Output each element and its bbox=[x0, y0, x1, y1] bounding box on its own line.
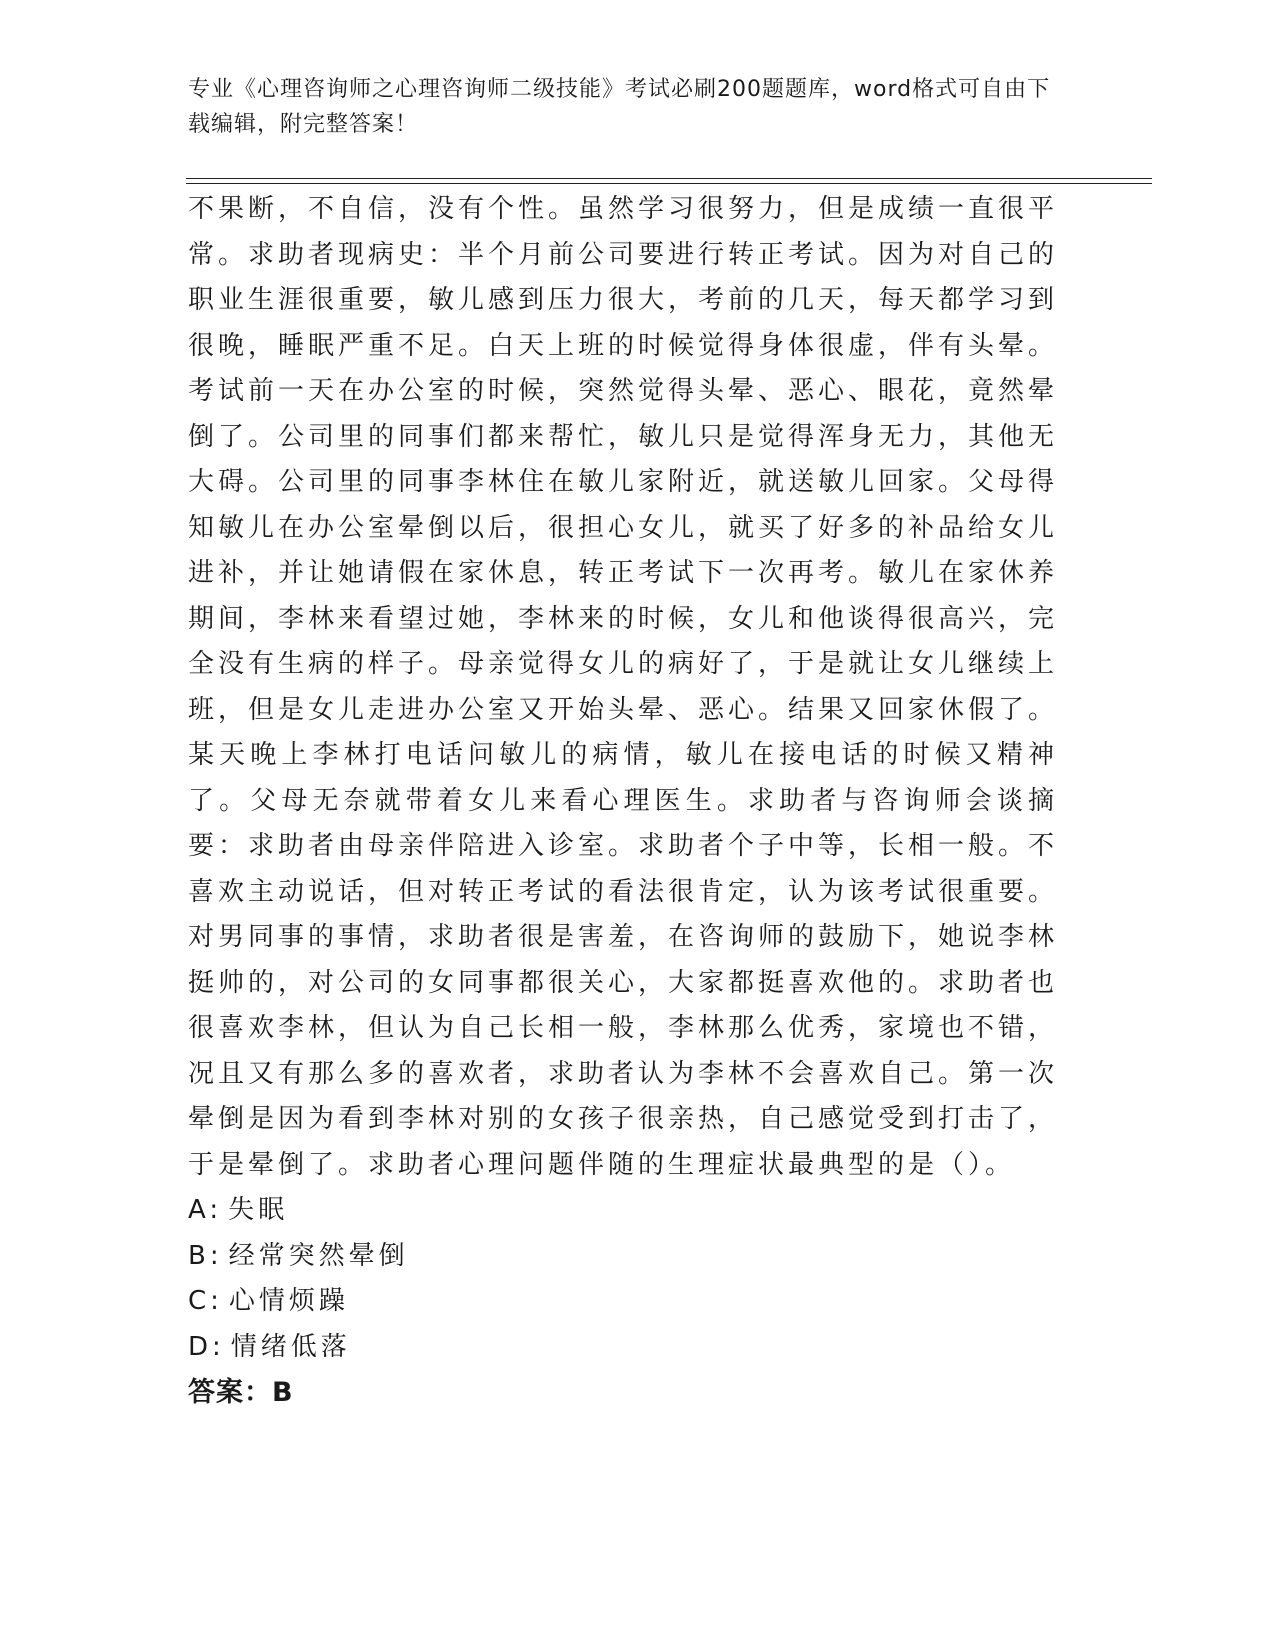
option-separator: : bbox=[209, 1240, 223, 1271]
option-letter: C bbox=[188, 1286, 211, 1316]
option-text: 经常突然晕倒 bbox=[228, 1240, 409, 1271]
question-block bbox=[188, 187, 1058, 1416]
option-d bbox=[188, 1325, 1058, 1371]
page-header: 专业《心理咨询师之心理咨询师二级技能》考试必刷200题题库，word格式可自由下载编辑，附完整答案！ bbox=[188, 77, 1051, 137]
option-a bbox=[188, 1188, 1058, 1234]
option-list bbox=[188, 1188, 1058, 1370]
option-text: 心情烦躁 bbox=[228, 1286, 349, 1316]
option-separator: : bbox=[210, 1286, 223, 1316]
option-separator: : bbox=[209, 1195, 223, 1225]
option-text: 情绪低落 bbox=[230, 1331, 351, 1362]
option-letter: D bbox=[188, 1331, 213, 1362]
option-separator: : bbox=[212, 1331, 225, 1362]
option-letter: B bbox=[188, 1240, 210, 1271]
header-divider bbox=[186, 178, 1152, 184]
option-text: 失眠 bbox=[228, 1195, 289, 1225]
answer-line: 答案：B bbox=[188, 1377, 294, 1408]
option-b bbox=[188, 1234, 1058, 1280]
question-text: 不果断，不自信，没有个性。虽然学习很努力，但是成绩一直很平常。求助者现病史：半个月前公司要进行转正考试。因为对自己的职业生涯很重要，敏儿感到压力很大，考前的几天，每天都学习到很晚，睡眠严重不足。白天上班的时候觉得身体很虚，伴有头晕。考试前一天在办公室的时候，突然觉得头晕、恶心、眼花，竟然晕倒了。公司里的同事们都来帮忙，敏儿只是觉得浑身无力，其他无大碍。公司里的同事李林住在敏儿家附近，就送敏儿回家。父母得知敏儿在办公室晕倒以后，很担心女儿，就买了好多的补品给女儿进补，并让她请假在家休息，转正考试下一次再考。敏儿在家休养期间，李林来看望过她，李林来的时候，女儿和他谈得很高兴，完全没有生病的样子。母亲觉得女儿的病好了，于是就让女儿继续上班，但是女儿走进办公室又开始头晕、恶心。结果又回家休假了。某天晚上李林打电话问敏儿的病情，敏儿在接电话的时候又精神了。父母无奈就带着女儿来看心理医生。求助者与咨询师会谈摘要：求助者由母亲伴陪进入诊室。求助者个子中等，长相一般。不喜欢主动说话，但对转正考试的看法很肯定，认为该考试很重要。对男同事的事情，求助者很是害羞，在咨询师的鼓励下，她说李林挺帅的，对公司的女同事都很关心，大家都挺喜欢他的。求助者也很喜欢李林，但认为自己长相一般，李林那么优秀，家境也不错，况且又有那么多的喜欢者，求助者认为李林不会喜欢自己。第一次晕倒是因为看到李林对别的女孩子很亲热，自己感觉受到打击了，于是晕倒了。求助者心理问题伴随的生理症状最典型的是（）。 bbox=[188, 194, 1059, 1180]
option-c bbox=[188, 1279, 1058, 1325]
option-letter: A bbox=[188, 1195, 210, 1225]
